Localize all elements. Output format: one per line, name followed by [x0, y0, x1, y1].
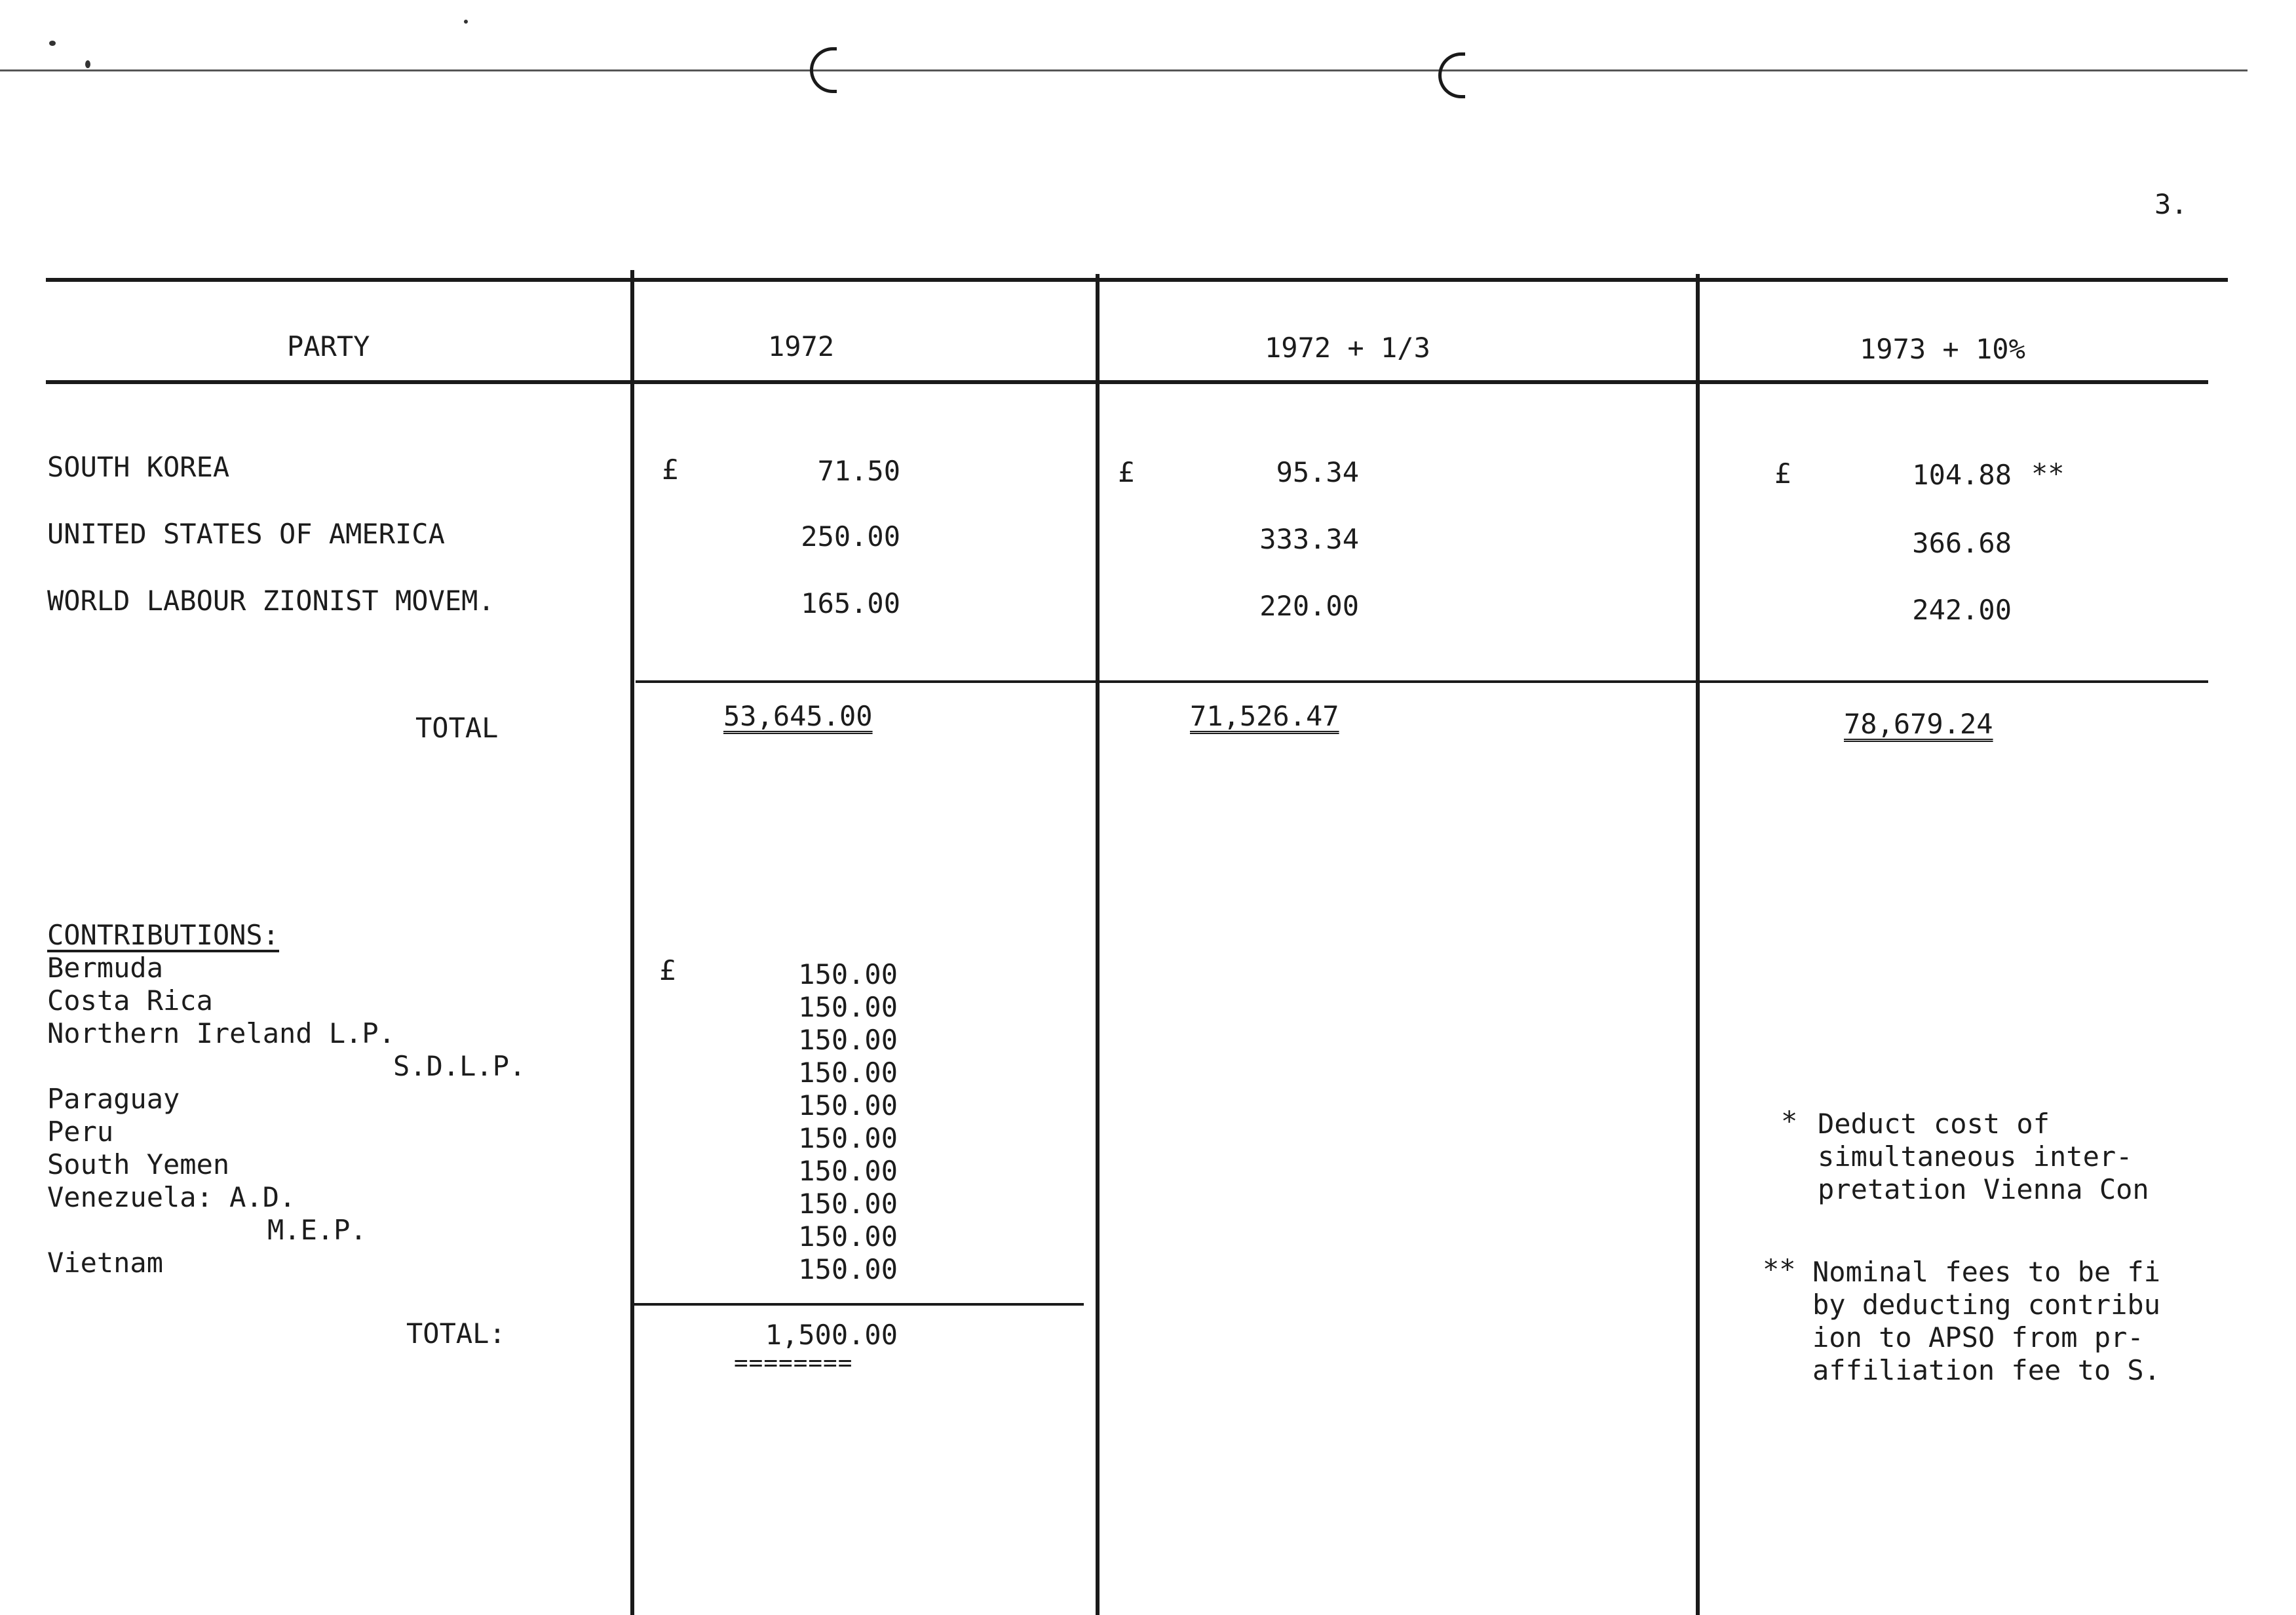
footnote-line: Deduct cost of: [1818, 1108, 2050, 1140]
footnote-marker: **: [2031, 457, 2065, 490]
contribution-amount: 150.00: [798, 1188, 898, 1220]
row-value-1972: 250.00: [801, 520, 900, 553]
contribution-name: M.E.P.: [267, 1214, 367, 1246]
contribution-amount: 150.00: [798, 1155, 898, 1187]
footnote-line: Nominal fees to be fi: [1812, 1256, 2161, 1288]
table-top-rule: [46, 278, 2228, 282]
contributions-title: CONTRIBUTIONS:: [47, 919, 280, 951]
header-bottom-rule: [46, 380, 2208, 384]
contributions-total-label: TOTAL:: [406, 1317, 506, 1350]
footnote-line: by deducting contribu: [1812, 1289, 2161, 1321]
contribution-name: Bermuda: [47, 952, 164, 984]
currency-symbol: £: [1774, 457, 1791, 490]
contribution-name: Peru: [47, 1116, 114, 1148]
row-party: UNITED STATES OF AMERICA: [47, 518, 445, 550]
fold-mark-right: [1438, 52, 1465, 98]
contributions-total-double-rule: ========: [734, 1350, 853, 1376]
contribution-name: Venezuela: A.D.: [47, 1181, 296, 1213]
row-value-1972-third: 220.00: [1259, 590, 1359, 622]
total-1972-third: 71,526.47: [1190, 700, 1339, 732]
header-party: PARTY: [287, 330, 370, 362]
scan-speck: [464, 20, 468, 24]
fold-mark-left: [810, 47, 837, 93]
scan-speck: [85, 60, 90, 68]
footnote-line: simultaneous inter-: [1818, 1140, 2133, 1173]
contribution-name: S.D.L.P.: [393, 1050, 526, 1082]
contribution-name: Paraguay: [47, 1083, 180, 1115]
row-party: WORLD LABOUR ZIONIST MOVEM.: [47, 585, 495, 617]
column-divider-3: [1696, 274, 1700, 1615]
contribution-amount: 150.00: [798, 1220, 898, 1253]
row-value-1972-third: 95.34: [1276, 456, 1359, 488]
row-value-1972: 165.00: [801, 587, 900, 619]
column-divider-1: [630, 270, 634, 1615]
currency-symbol: £: [1118, 456, 1135, 488]
header-1973-plus-10: 1973 + 10%: [1860, 333, 2025, 365]
contribution-name: Northern Ireland L.P.: [47, 1017, 396, 1049]
contribution-amount: 150.00: [798, 1122, 898, 1154]
top-fold-rule: [0, 69, 2248, 71]
contribution-amount: 150.00: [798, 1057, 898, 1089]
footnote-line: affiliation fee to S.: [1812, 1354, 2161, 1386]
total-1973: 78,679.24: [1844, 708, 1993, 740]
contribution-amount: 150.00: [798, 958, 898, 990]
footnote-line: pretation Vienna Con: [1818, 1173, 2149, 1205]
currency-symbol: £: [662, 454, 679, 486]
contribution-amount: 150.00: [798, 1024, 898, 1056]
total-label: TOTAL: [415, 712, 499, 744]
row-value-1973: 104.88: [1912, 459, 2012, 491]
column-divider-2: [1096, 274, 1100, 1615]
total-1972: 53,645.00: [723, 700, 873, 732]
contributions-total: 1,500.00: [765, 1319, 898, 1351]
row-value-1973: 366.68: [1912, 527, 2012, 559]
contribution-name: Vietnam: [47, 1247, 164, 1279]
contributions-total-rule: [634, 1303, 1084, 1306]
header-1972-plus-third: 1972 + 1/3: [1265, 332, 1430, 364]
row-value-1972: 71.50: [817, 455, 900, 487]
row-value-1972-third: 333.34: [1259, 523, 1359, 555]
footnote-marker-double: **: [1763, 1253, 1796, 1285]
footnote-marker-single: *: [1781, 1105, 1798, 1137]
contribution-amount: 150.00: [798, 991, 898, 1023]
header-1972: 1972: [768, 330, 835, 362]
currency-symbol: £: [659, 954, 676, 986]
footnote-line: ion to APSO from pr-: [1812, 1321, 2144, 1353]
contribution-name: South Yemen: [47, 1148, 230, 1180]
contribution-amount: 150.00: [798, 1253, 898, 1285]
page-number: 3.: [2154, 188, 2188, 220]
totals-rule: [636, 680, 2208, 683]
row-value-1973: 242.00: [1912, 594, 2012, 626]
contribution-amount: 150.00: [798, 1089, 898, 1121]
scan-speck: [49, 41, 56, 46]
row-party: SOUTH KOREA: [47, 451, 230, 483]
contribution-name: Costa Rica: [47, 984, 213, 1017]
